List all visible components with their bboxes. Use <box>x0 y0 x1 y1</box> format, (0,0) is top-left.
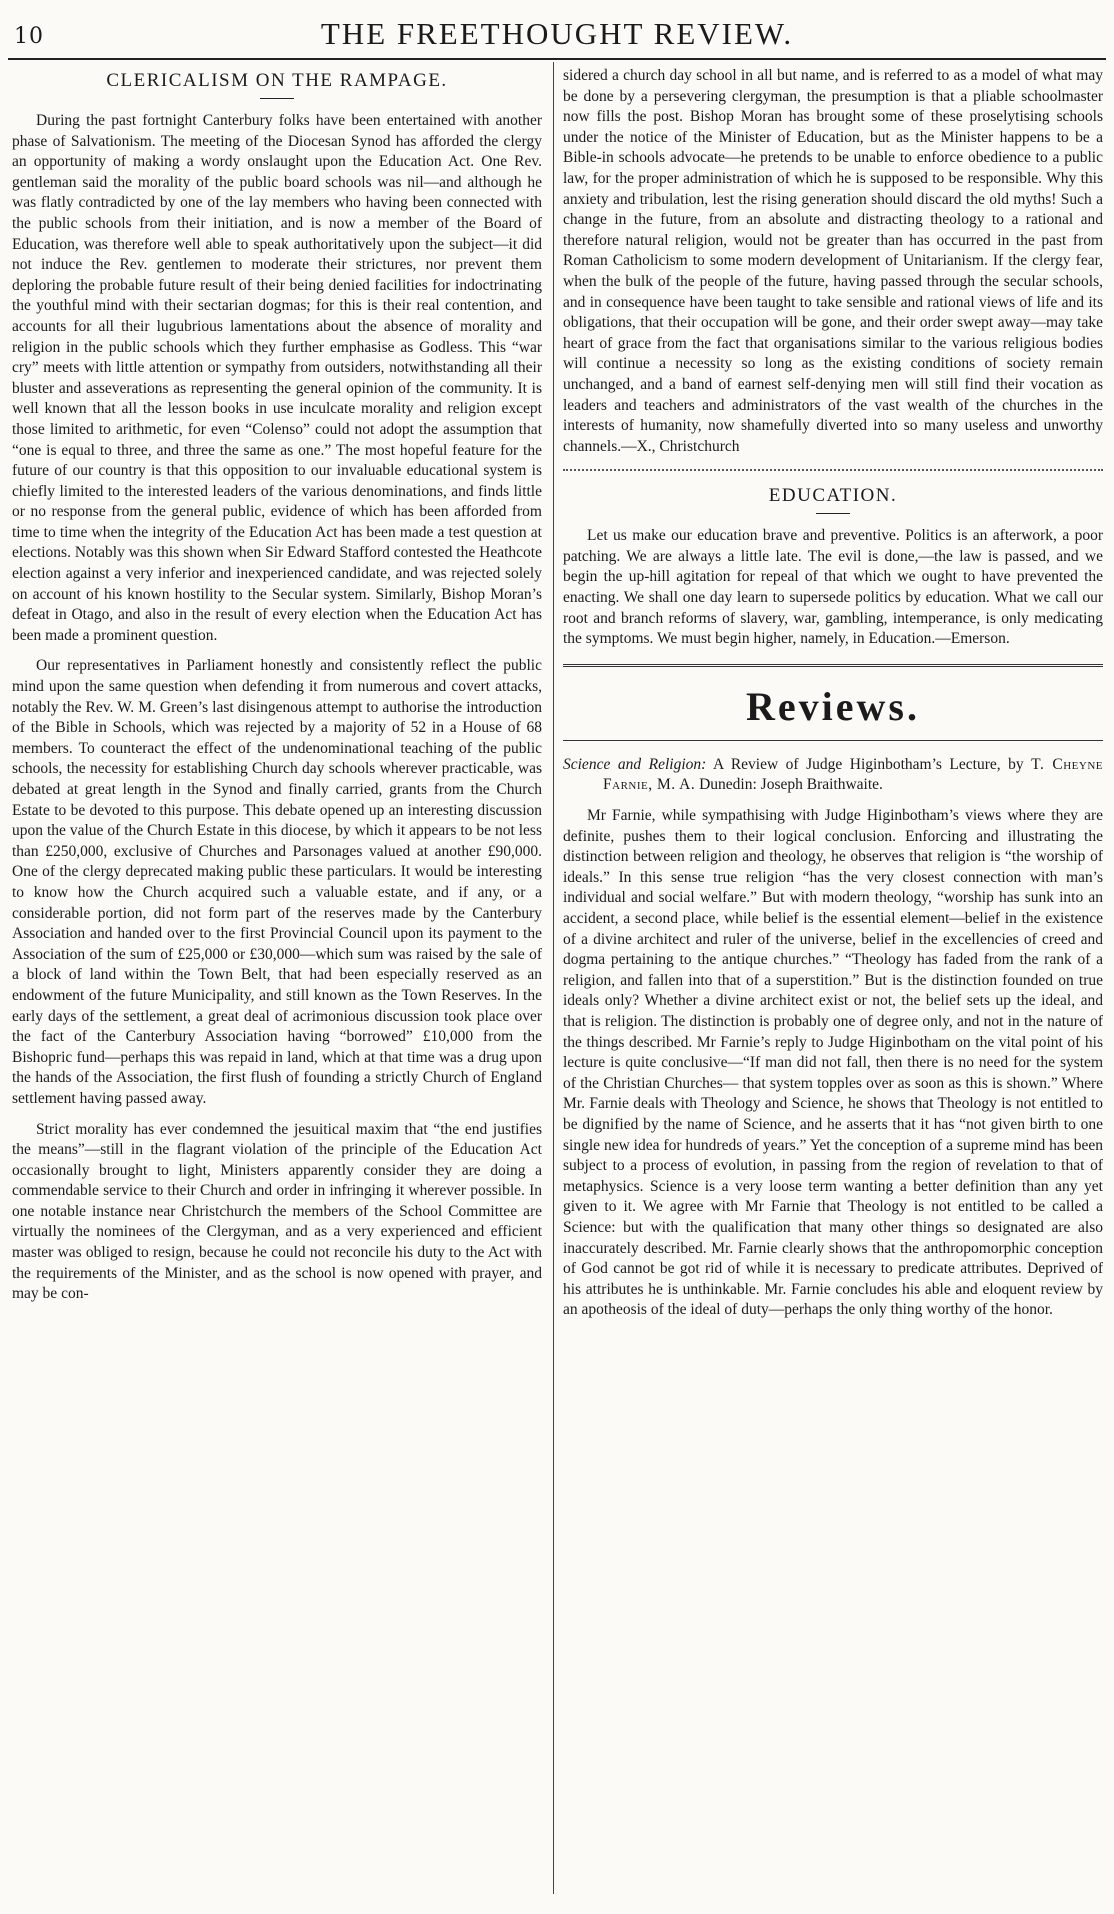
left-column <box>12 66 542 1904</box>
page-number: 10 <box>14 24 44 49</box>
journal-title: THE FREETHOUGHT REVIEW. <box>320 16 794 51</box>
review-description: A Review of Judge Higinbotham’s Lecture, by <box>712 755 1024 773</box>
masthead <box>0 14 1114 54</box>
review-book-title: Science and Religion: <box>563 755 707 773</box>
heading-rule <box>816 513 850 514</box>
reviews-heading: Reviews. <box>746 683 920 729</box>
review-paragraph: Mr Farnie, while sympathising with Judge Higinbotham’s views where they are definite, pushes them to their logical conclusion. Enforcing and illustrating the distinction between religion and theology, he observes that religion is “the worship of ideals.” In this sense true religion “has the very closest connection with man’s individual and social welfare.” But with modern theology, “worship has sunk into an accident, a second place, while belief is the essential element—belief in the existence of a divine architect and ruler of the universe, belief in the excellencies of creed and dogma pertaining to the antique churches.” “Theology has faded from the rank of a religion, and fallen into that of a superstition.” But is the distinction founded on true ideals only? Whether a divine architect exist or not, the belief sets up the ideal, and that is religion. The distinction is probably one of degree only, and not in the nature of the things described. Mr Farnie’s reply to Judge Higinbotham on the vital point of his lecture is quite conclusive—“If man did not fall, then there is no need for the system of the Christian Churches— that system topples over as soon as this is shown.” Where Mr. Farnie deals with Theology and Science, he shows that Theology is not entitled to be dignified by the name of Science, and he asserts that it has “not given birth to one single new idea for hundreds of years.” Yet the conception of a supreme mind has been subject to a process of evolution, in passing from the region of revelation to that of metaphysics. Science is a very loose term wanting a better definition than any yet given to it. We agree with Mr Farnie that Theology is not entitled to be called a Science: but with the qualification that many other things so designated are also inaccurately described. Mr. Farnie clearly shows that the anthropomorphic conception of God cannot be got rid of while it is necessary to predicate attributes. Deprived of his attributes he is unthinkable. Mr. Farnie concludes his able and eloquent review by an apotheosis of the ideal of duty—perhaps the only thing worthy of the honor. <box>563 807 1103 1319</box>
reviews-rule <box>563 740 1103 741</box>
review-publisher: Dunedin: Joseph Braithwaite. <box>699 776 883 794</box>
clericalism-continuation: sidered a church day school in all but name, and is referred to as a model of what may be done by a persevering clergyman, the presumption is that a pliable schoolmaster now fills the post. Bishop Moran has brought some of these proselytising schools under the notice of the Minister of Education, but as the Minister happens to be a Bible-in schools advocate—he pretends to be unable to enforce obedience to a public law, for the proper administration of which he is supposed to be responsible. Why this anxiety and tribulation, lest the rising generation should discard the old myths! Such a change in the future, from an absolute and distracting theology to a rational and therefore natural religion, would not be greater than has occurred in the past from Roman Catholicism to some modern development of Unitarianism. If the clergy fear, when the bulk of the people of the future, having passed through the secular schools, and in consequence have been taught to take sensible and rational views of life and its obligations, that their occupation will be gone, and their order swept away—may take heart of grace from the fact that organisations similar to the various religious bodies will continue a necessity so long as the existing conditions of society remain unchanged, and a band of earnest self-denying men will still find their vocation as leaders and teachers and administrators of the vast wealth of the churches in the interests of humanity, now shamefully diverted into so many useless and unworthy channels.—X., Christchurch <box>563 67 1103 455</box>
masthead-rule <box>8 58 1106 60</box>
clericalism-heading: CLERICALISM ON THE RAMPAGE. <box>106 70 448 91</box>
heading-rule <box>260 98 294 99</box>
section-separator <box>563 664 1103 667</box>
column-divider <box>553 62 554 1894</box>
review-citation <box>563 755 1103 796</box>
clericalism-paragraph-1: During the past fortnight Canterbury folks have been entertained with another phase of Salvationism. The meeting of the Diocesan Synod has afforded the clergy an opportunity of making a wordy onslaught upon the Education Act. One Rev. gentleman said the morality of the public board schools was nil—and although he was flatly contradicted by one of the lay members who having been connected with the public schools from their initiation, and is now a member of the Board of Education, was therefore well able to speak authoritatively upon the subject—it did not induce the Rev. gentlemen to moderate their strictures, nor prevent them deploring the probable future result of their being denied facilities for indoctrinating the youthful mind with their sectarian dogmas; for this is their real contention, and accounts for all their lugubrious lamentations about the absence of morality and religion in the public schools which they further emphasise as Godless. This “war cry” meets with little attention or sympathy from outsiders, notwithstanding all their bluster and asseverations as representing the general opinion of the community. It is well known that all the lesson books in use inculcate morality and religion except those limited to arithmetic, for even “Colenso” could not adopt the assumption that “one is equal to three, and three the same as one.” The most hopeful feature for the future of our country is that this opposition to our invaluable educational system is chiefly limited to the interested leaders of the various denominations, and finds little or no response from the general public, evidence of which has been afforded from time to time when the integrity of the Education Act has been made a test question at elections. Notably was this shown when Sir Edward Stafford contested the Heathcote election against a very inferior and inexperienced candidate, and was rejected solely on account of his known hostility to the Secular system. Similarly, Bishop Moran’s defeat in Otago, and also in the result of every election when the Education Act has been made a prominent question. <box>12 112 542 644</box>
education-heading: EDUCATION. <box>768 485 898 507</box>
right-column <box>563 66 1103 1904</box>
review-author: T. Cheyne Farnie, M. A. <box>603 755 1103 794</box>
clericalism-paragraph-3: Strict morality has ever condemned the jesuitical maxim that “the end justifies the means”—still in the flagrant violation of the principle of the Education Act occasionally brought to light, Ministers apparently consider they are doing a commendable service to their Church and order in infringing it wherever possible. In one notable instance near Christchurch the members of the School Committee are virtually the nominees of the Clergyman, and as a very experienced and efficient master was obliged to resign, because he could not reconcile his duty to the Act with the requirements of the Minister, and as the school is now opened with prayer, and may be con- <box>12 1120 542 1303</box>
clericalism-paragraph-2: Our representatives in Parliament honestly and consistently reflect the public mind upon the same question when defending it from numerous and covert attacks, notably the Rev. W. M. Green’s last disingenous attempt to authorise the introduction of the Bible in Schools, which was rejected by a majority of 52 in a House of 68 members. To counteract the effect of the undenominational teaching of the public schools, the necessity for establishing Church day schools wherever practicable, was debated at great length in the Synod and finally carried, grants from the Church Estate to be devoted to this purpose. This debate opened up an interesting discussion upon the value of the Church Estate in this diocese, by which it appears to be not less than £250,000, exclusive of Churches and Parsonages valued at another £90,000. One of the clergy deprecated making public these particulars. It would be interesting to know how the Church acquired such a valuable estate, and if any, or a considerable portion, did not form part of the reserves made by the Canterbury Association and handed over to the first Provincial Council upon its payment to the Association of the sum of £25,000 or £30,000—which sum was raised by the sale of a block of land within the Town Belt, that had been especially reserved as an endowment of the future Municipality, and still known as the Town Reserves. In the early days of the settlement, a great deal of acrimonious discussion took place over the fact of the Canterbury Association having “borrowed” £10,000 from the Bishopric fund—perhaps this was repaid in land, which at that time was a drug upon the hands of the Association, the first flush of founding a strictly Church of England settlement having passed away. <box>12 657 542 1107</box>
education-paragraph: Let us make our education brave and preventive. Politics is an afterwork, a poor patching. We are always a little late. The evil is done,—the law is passed, and we begin the up-hill agitation for repeal of that which we ought to have prevented the enacting. We shall one day learn to supersede politics by education. What we call our root and branch reforms of slavery, war, gambling, intemperance, is only medicating the symptoms. We must begin higher, namely, in Education.—Emerson. <box>563 527 1103 648</box>
section-separator <box>563 469 1103 471</box>
